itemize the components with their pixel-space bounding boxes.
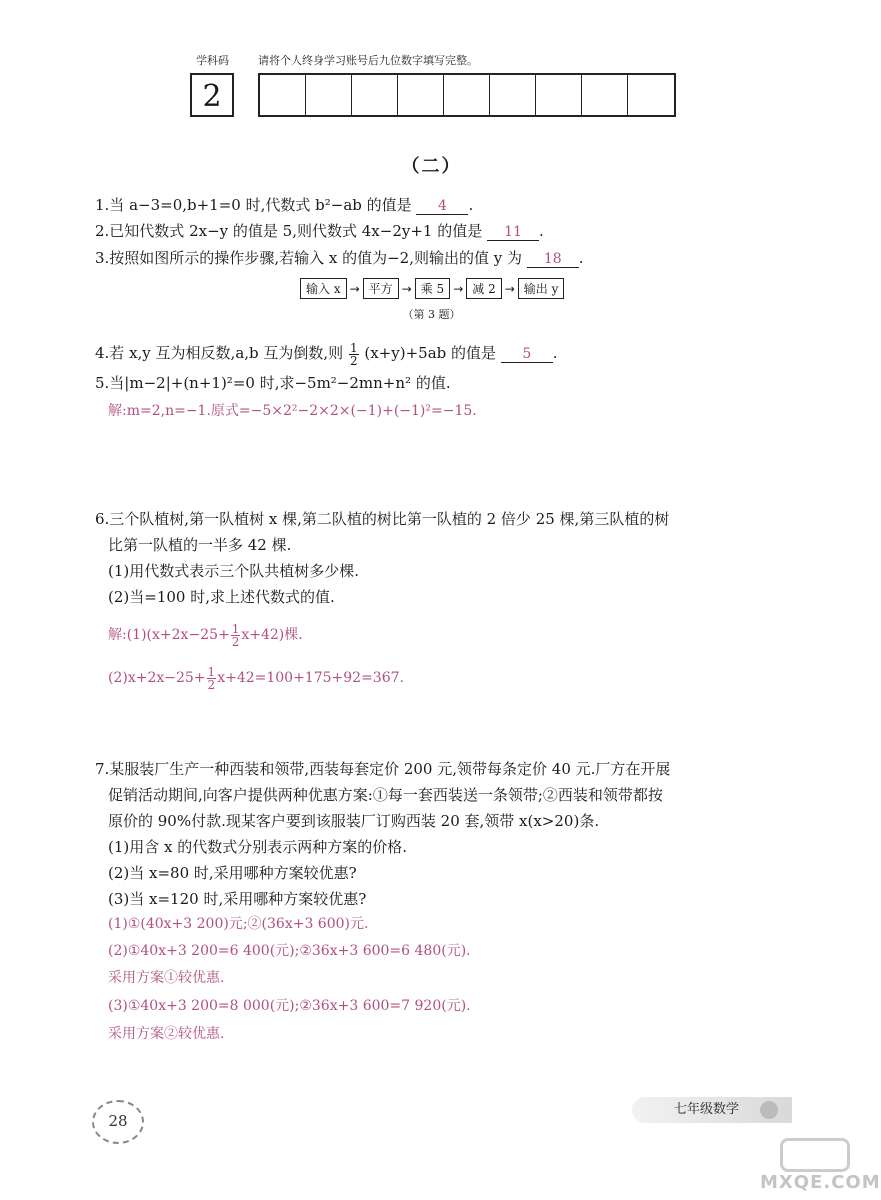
flow-step-input: 输入 x — [300, 278, 347, 299]
account-digit-cell[interactable] — [398, 75, 444, 115]
answer-text: 解:(1)(x+2x−25+ — [108, 627, 230, 643]
question-5-answer: 解:m=2,n=−1.原式=−5×2²−2×2×(−1)+(−1)²=−15. — [108, 403, 477, 419]
arrow-right-icon: → — [504, 281, 515, 296]
question-7-line-3: 原价的 90%付款.现某客户要到该服装厂订购西装 20 套,领带 x(x>20)条. — [108, 812, 600, 830]
fraction-denominator: 2 — [231, 634, 240, 649]
watermark-text: MXQE.COM — [760, 1172, 881, 1193]
fraction-numerator: 1 — [349, 340, 358, 355]
operation-flow-diagram — [300, 278, 564, 299]
page-number: 28 — [92, 1100, 144, 1144]
answer-text: (2)x+2x−25+ — [108, 670, 206, 686]
question-7-answer-3: 采用方案①较优惠. — [108, 970, 225, 986]
fraction-denominator: 2 — [349, 353, 358, 368]
question-1 — [95, 194, 473, 216]
section-title: （二） — [401, 156, 462, 177]
question-2-suffix: . — [539, 222, 544, 240]
question-6-answer-2 — [108, 663, 404, 693]
question-2-answer: 11 — [487, 224, 539, 241]
arrow-right-icon: → — [401, 281, 412, 296]
question-7-part-1: (1)用含 x 的代数式分别表示两种方案的价格. — [108, 838, 408, 856]
account-digit-cell[interactable] — [536, 75, 582, 115]
account-digit-cell[interactable] — [628, 75, 674, 115]
answer-text: x+42)棵. — [241, 627, 303, 643]
question-1-suffix: . — [468, 196, 474, 214]
question-6-line-1: 6.三个队植树,第一队植树 x 棵,第二队植的树比第一队植的 2 倍少 25 棵,第三队植的树 — [95, 510, 670, 528]
question-7-answer-1: (1)①(40x+3 200)元;②(36x+3 600)元. — [108, 916, 369, 932]
account-digit-cell[interactable] — [306, 75, 352, 115]
fraction-one-half — [207, 666, 217, 691]
subject-code-label: 学科码 — [196, 54, 229, 67]
account-number-boxes — [258, 73, 676, 117]
flow-step-square: 平方 — [363, 278, 399, 299]
question-3-answer: 18 — [527, 251, 579, 268]
arrow-right-icon: → — [349, 281, 360, 296]
question-3 — [95, 247, 584, 269]
question-4 — [95, 338, 558, 368]
account-digit-cell[interactable] — [582, 75, 628, 115]
question-6-part-2: (2)当=100 时,求上述代数式的值. — [108, 588, 335, 606]
account-digit-cell[interactable] — [490, 75, 536, 115]
book-title-tab: 七年级数学 — [632, 1097, 792, 1123]
question-6-answer-1 — [108, 620, 303, 650]
question-2 — [95, 220, 544, 242]
question-4-text-mid: (x+y)+5ab 的值是 — [364, 344, 497, 362]
account-digit-cell[interactable] — [260, 75, 306, 115]
fraction-one-half — [231, 623, 241, 648]
question-7-part-2: (2)当 x=80 时,采用哪种方案较优惠? — [108, 864, 357, 882]
account-digit-cell[interactable] — [352, 75, 398, 115]
question-7-line-1: 7.某服装厂生产一种西装和领带,西装每套定价 200 元,领带每条定价 40 元.厂方在开展 — [95, 760, 671, 778]
question-7-answer-4: (3)①40x+3 200=8 000(元);②36x+3 600=7 920(元). — [108, 998, 471, 1014]
question-7-answer-5: 采用方案②较优惠. — [108, 1026, 225, 1042]
question-3-text: 3.按照如图所示的操作步骤,若输入 x 的值为−2,则输出的值 y 为 — [95, 249, 522, 267]
question-4-text: 4.若 x,y 互为相反数,a,b 互为倒数,则 — [95, 344, 344, 362]
question-6-line-2: 比第一队植的一半多 42 棵. — [108, 536, 292, 554]
answer-text: x+42=100+175+92=367. — [217, 670, 404, 686]
fraction-numerator: 1 — [207, 664, 216, 679]
question-7-part-3: (3)当 x=120 时,采用哪种方案较优惠? — [108, 890, 367, 908]
question-4-suffix: . — [552, 344, 558, 362]
question-1-text: 1.当 a−3=0,b+1=0 时,代数式 b²−ab 的值是 — [95, 196, 412, 214]
fraction-one-half — [349, 342, 359, 367]
question-4-answer: 5 — [501, 346, 553, 363]
fraction-numerator: 1 — [231, 621, 240, 636]
flow-step-output: 输出 y — [518, 278, 565, 299]
arrow-right-icon: → — [453, 281, 464, 296]
question-5: 5.当|m−2|+(n+1)²=0 时,求−5m²−2mn+n² 的值. — [95, 374, 451, 392]
flow-step-subtract: 减 2 — [466, 278, 501, 299]
question-6-part-1: (1)用代数式表示三个队共植树多少棵. — [108, 562, 360, 580]
account-instruction: 请将个人终身学习账号后九位数字填写完整。 — [258, 54, 478, 67]
question-1-answer: 4 — [416, 198, 468, 215]
account-digit-cell[interactable] — [444, 75, 490, 115]
watermark-logo-icon — [780, 1138, 850, 1172]
question-2-text: 2.已知代数式 2x−y 的值是 5,则代数式 4x−2y+1 的值是 — [95, 222, 483, 240]
question-7-answer-2: (2)①40x+3 200=6 400(元);②36x+3 600=6 480(元). — [108, 943, 471, 959]
question-7-line-2: 促销活动期间,向客户提供两种优惠方案:①每一套西装送一条领带;②西装和领带都按 — [108, 786, 663, 804]
flow-step-multiply: 乘 5 — [415, 278, 450, 299]
decorative-circle-icon — [760, 1101, 778, 1119]
fraction-denominator: 2 — [207, 677, 216, 692]
figure-caption: （第 3 题） — [402, 308, 461, 321]
question-3-suffix: . — [578, 249, 584, 267]
subject-code-box: 2 — [190, 73, 234, 117]
